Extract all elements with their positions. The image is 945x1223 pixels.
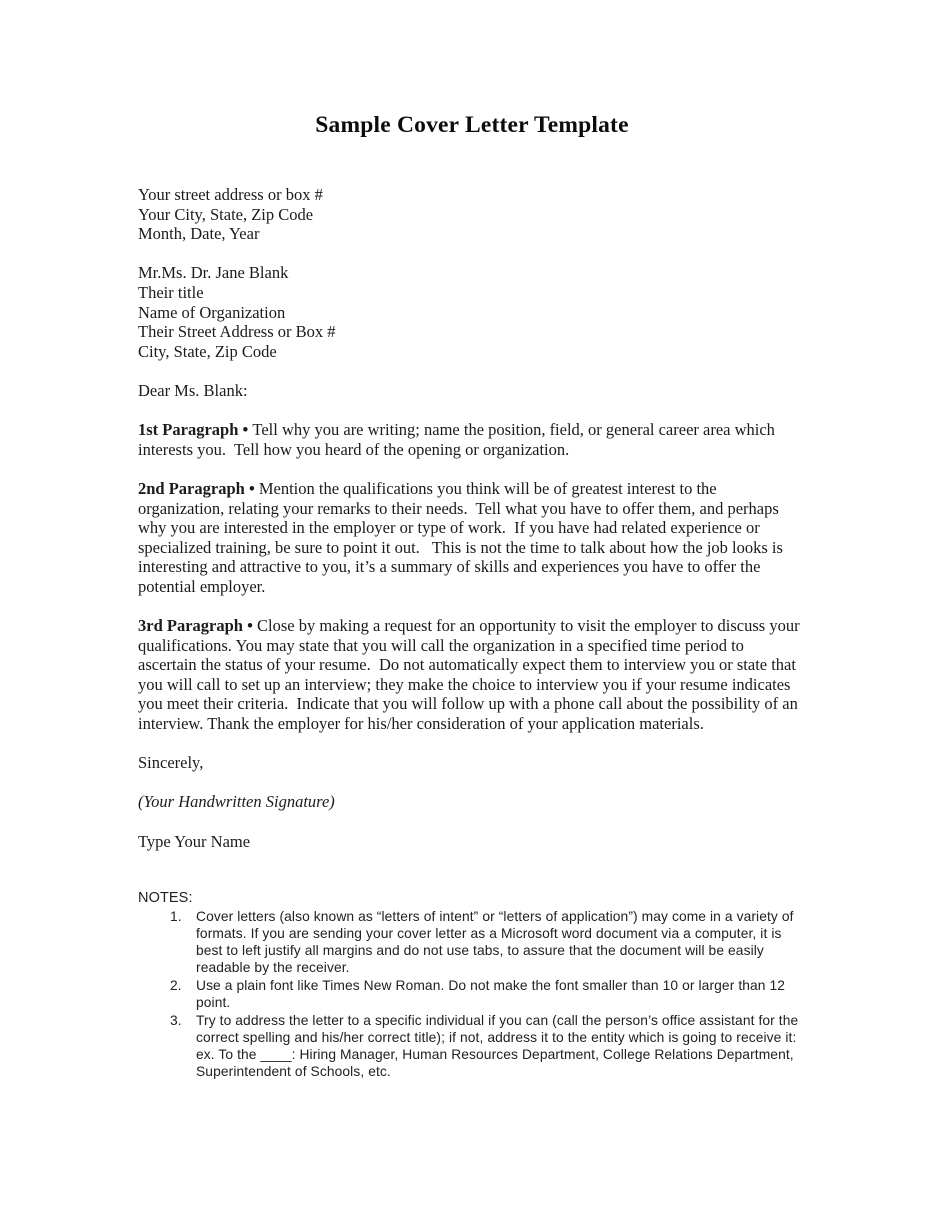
paragraph-3-text: Close by making a request for an opportunity to visit the employer to discuss your qualifications. You may state that you will call the organization in a specified time period to ascertain the status of your resume. Do not automatically expect them to interview you or state that you will call to set up an interview; they make the choice to interview you if your resume indicates you meet their criteria. Indicate that you will follow up with a phone call about the possibility of an interview. Thank the employer for his/her consideration of your application materials. — [138, 616, 804, 734]
paragraph-2 — [138, 479, 806, 597]
paragraph-1-label: 1st Paragraph — [138, 420, 239, 440]
note-1-text: Cover letters (also known as “letters of intent” or “letters of application”) may come in a variety of formats. If you are sending your cover letter as a Microsoft word document via a computer, it is best to left justify all margins and do not use tabs, to assure that the document will be easily readable by the receiver. — [196, 909, 798, 976]
paragraph-1 — [138, 420, 806, 459]
recipient-title-line: Their title — [138, 282, 204, 302]
note-1-number: 1. — [170, 909, 182, 925]
sender-city-line: Your City, State, Zip Code — [138, 204, 314, 224]
note-2-text: Use a plain font like Times New Roman. Do not make the font smaller than 10 or larger than 12 point. — [196, 978, 789, 1011]
paragraph-3-bullet: • — [242, 616, 257, 636]
note-item-3 — [138, 1012, 806, 1080]
recipient-name-line: Mr.Ms. Dr. Jane Blank — [138, 263, 289, 283]
paragraph-1-bullet: • — [238, 420, 253, 440]
recipient-organization-line: Name of Organization — [138, 302, 286, 322]
sender-date-line: Month, Date, Year — [138, 224, 260, 244]
note-3-text: Try to address the letter to a specific individual if you can (call the person’s office assistant for the correct spelling and his/her correct title); if not, address it to the entity which is going to receive it: ex. To the ____: Hiring Manager, Human Resources Department, College Relations Department, Superintendent of Schools, etc. — [196, 1013, 803, 1080]
paragraph-2-bullet: • — [244, 478, 259, 498]
sender-street-line: Your street address or box # — [138, 185, 323, 204]
paragraph-1-text: Tell why you are writing; name the position, field, or general career area which interests you. Tell how you heard of the opening or organization. — [138, 420, 780, 459]
paragraph-2-label: 2nd Paragraph — [138, 478, 245, 498]
notes-section — [138, 889, 806, 1080]
note-item-2 — [138, 977, 806, 1011]
paragraph-3 — [138, 616, 806, 734]
sender-address-block — [138, 185, 806, 244]
valediction: Sincerely, — [138, 753, 204, 773]
paragraph-3-label: 3rd Paragraph — [138, 616, 243, 636]
recipient-address-block — [138, 263, 806, 361]
document-title: Sample Cover Letter Template — [315, 112, 629, 138]
note-3-number: 3. — [170, 1013, 182, 1029]
typed-name: Type Your Name — [138, 831, 251, 851]
note-item-1 — [138, 908, 806, 976]
signature-placeholder: (Your Handwritten Signature) — [138, 792, 335, 812]
notes-heading: NOTES: — [138, 890, 193, 907]
salutation: Dear Ms. Blank: — [138, 380, 248, 400]
recipient-street-line: Their Street Address or Box # — [138, 322, 336, 342]
paragraph-2-text: Mention the qualifications you think will be of greatest interest to the organization, relating your remarks to their needs. Tell what you have to offer them, and perhaps why you are interested in the employer or type of work. If you have had related experience or specialized training, be sure to point it out. This is not the time to talk about how the job looks is interesting and attractive to you, it’s a summary of skills and experiences you have to offer the potential employer. — [138, 478, 788, 596]
recipient-city-line: City, State, Zip Code — [138, 341, 277, 361]
note-2-number: 2. — [170, 978, 182, 994]
